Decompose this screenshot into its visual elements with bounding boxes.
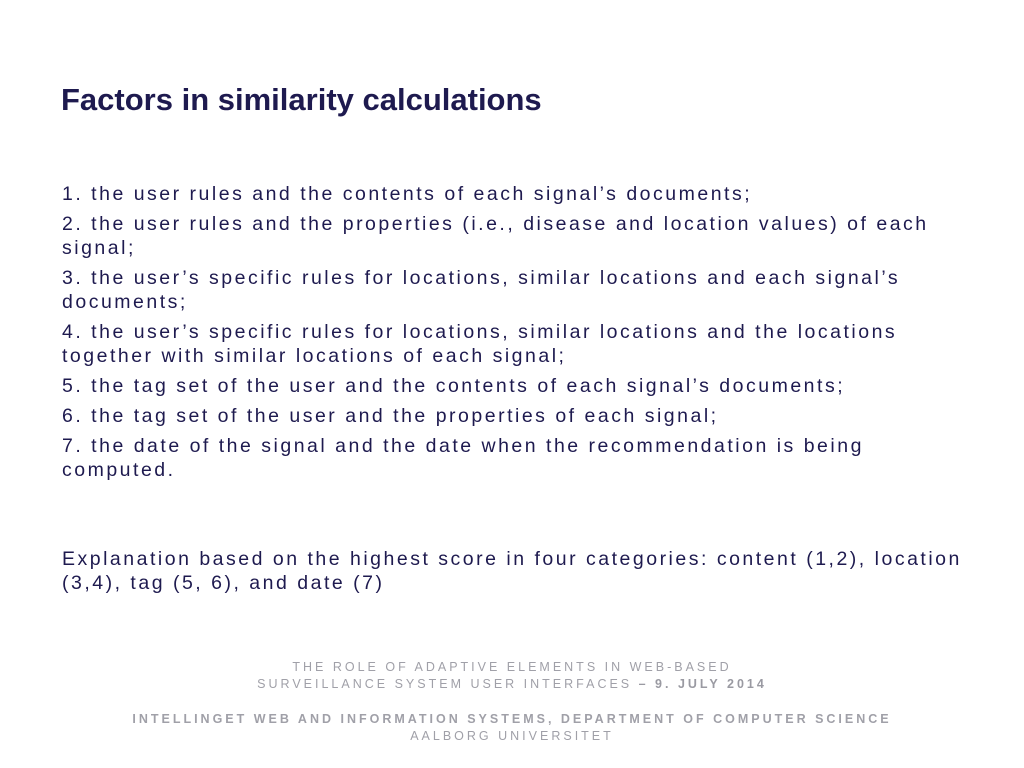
footer-department: INTELLINGET WEB AND INFORMATION SYSTEMS, DEPARTMENT OF COMPUTER SCIENCE — [132, 712, 892, 726]
explanation-text: Explanation based on the highest score in four categories: content (1,2), location (3,4), tag (5, 6), and date (7) — [62, 548, 962, 594]
factor-item-5: 5. the tag set of the user and the contents of each signal’s documents; — [62, 375, 846, 397]
footer-presentation-title — [0, 659, 1024, 693]
footer-title-line2-wrapper — [0, 676, 1024, 693]
factor-item-3: 3. the user’s specific rules for locations, similar locations and each signal’s documents; — [62, 267, 901, 313]
factor-item-1: 1. the user rules and the contents of each signal’s documents; — [62, 183, 753, 205]
footer-date: – 9. JULY 2014 — [632, 677, 767, 691]
footer-university: AALBORG UNIVERSITET — [410, 729, 614, 743]
factor-item-6: 6. the tag set of the user and the properties of each signal; — [62, 405, 719, 427]
footer-affiliation — [0, 711, 1024, 745]
factor-item-7: 7. the date of the signal and the date when the recommendation is being computed. — [62, 435, 864, 481]
footer-title-line2: SURVEILLANCE SYSTEM USER INTERFACES — [257, 677, 633, 691]
factor-item-4: 4. the user’s specific rules for locations, similar locations and the locations together with similar locations of each signal; — [62, 321, 898, 367]
footer-title-line1: THE ROLE OF ADAPTIVE ELEMENTS IN WEB-BASED — [292, 660, 732, 674]
factor-item-2: 2. the user rules and the properties (i.e., disease and location values) of each signal; — [62, 213, 929, 259]
slide-title: Factors in similarity calculations — [61, 82, 542, 117]
factor-list — [62, 182, 962, 488]
